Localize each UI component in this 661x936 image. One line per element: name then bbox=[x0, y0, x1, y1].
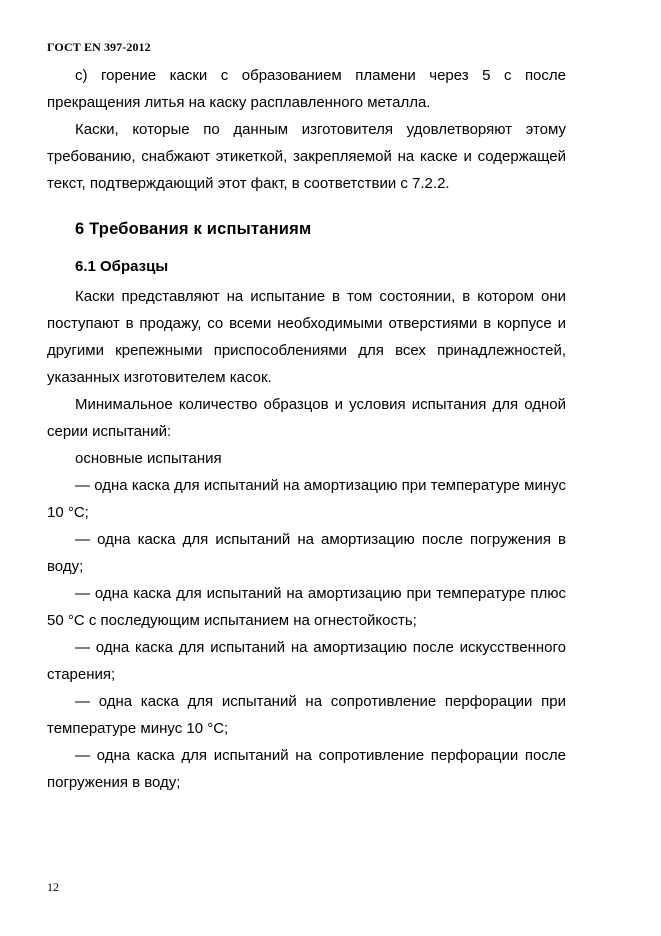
list-item: — одна каска для испытаний на сопротивление перфорации после погружения в воду; bbox=[47, 747, 566, 791]
min-quantity-paragraph: Минимальное количество образцов и условия испытания для одной серии испытаний: bbox=[47, 396, 566, 440]
list-item: — одна каска для испытаний на амортизацию при температуре плюс 50 °С с последующим испытанием на огнестойкость; bbox=[47, 585, 566, 629]
labeling-paragraph: Каски, которые по данным изготовителя удовлетворяют этому требованию, снабжают этикеткой, закрепляемой на каске и содержащей текст, подтверждающий этот факт, в соответствии с 7.2.2. bbox=[47, 121, 566, 192]
list-item: — одна каска для испытаний на амортизацию при температуре минус 10 °С; bbox=[47, 477, 566, 521]
samples-paragraph: Каски представляют на испытание в том состоянии, в котором они поступают в продажу, со всеми необходимыми отверстиями в корпусе и другими крепежными приспособлениями для всех принадлежностей, указанных изготовителем касок. bbox=[47, 288, 566, 386]
subsection-heading: 6.1 Образцы bbox=[75, 258, 169, 275]
list-item: — одна каска для испытаний на сопротивление перфорации при температуре минус 10 °С; bbox=[47, 693, 566, 737]
section-heading: 6 Требования к испытаниям bbox=[75, 220, 312, 238]
page-number: 12 bbox=[47, 880, 59, 894]
list-item-c: c) горение каски с образованием пламени через 5 с после прекращения литья на каску расплавленного металла. bbox=[47, 67, 566, 111]
document-header: ГОСТ EN 397-2012 bbox=[47, 40, 151, 54]
page-body bbox=[47, 62, 566, 796]
list-heading: основные испытания bbox=[75, 450, 222, 467]
list-item: — одна каска для испытаний на амортизацию после погружения в воду; bbox=[47, 531, 566, 575]
list-item: — одна каска для испытаний на амортизацию после искусственного старения; bbox=[47, 639, 566, 683]
